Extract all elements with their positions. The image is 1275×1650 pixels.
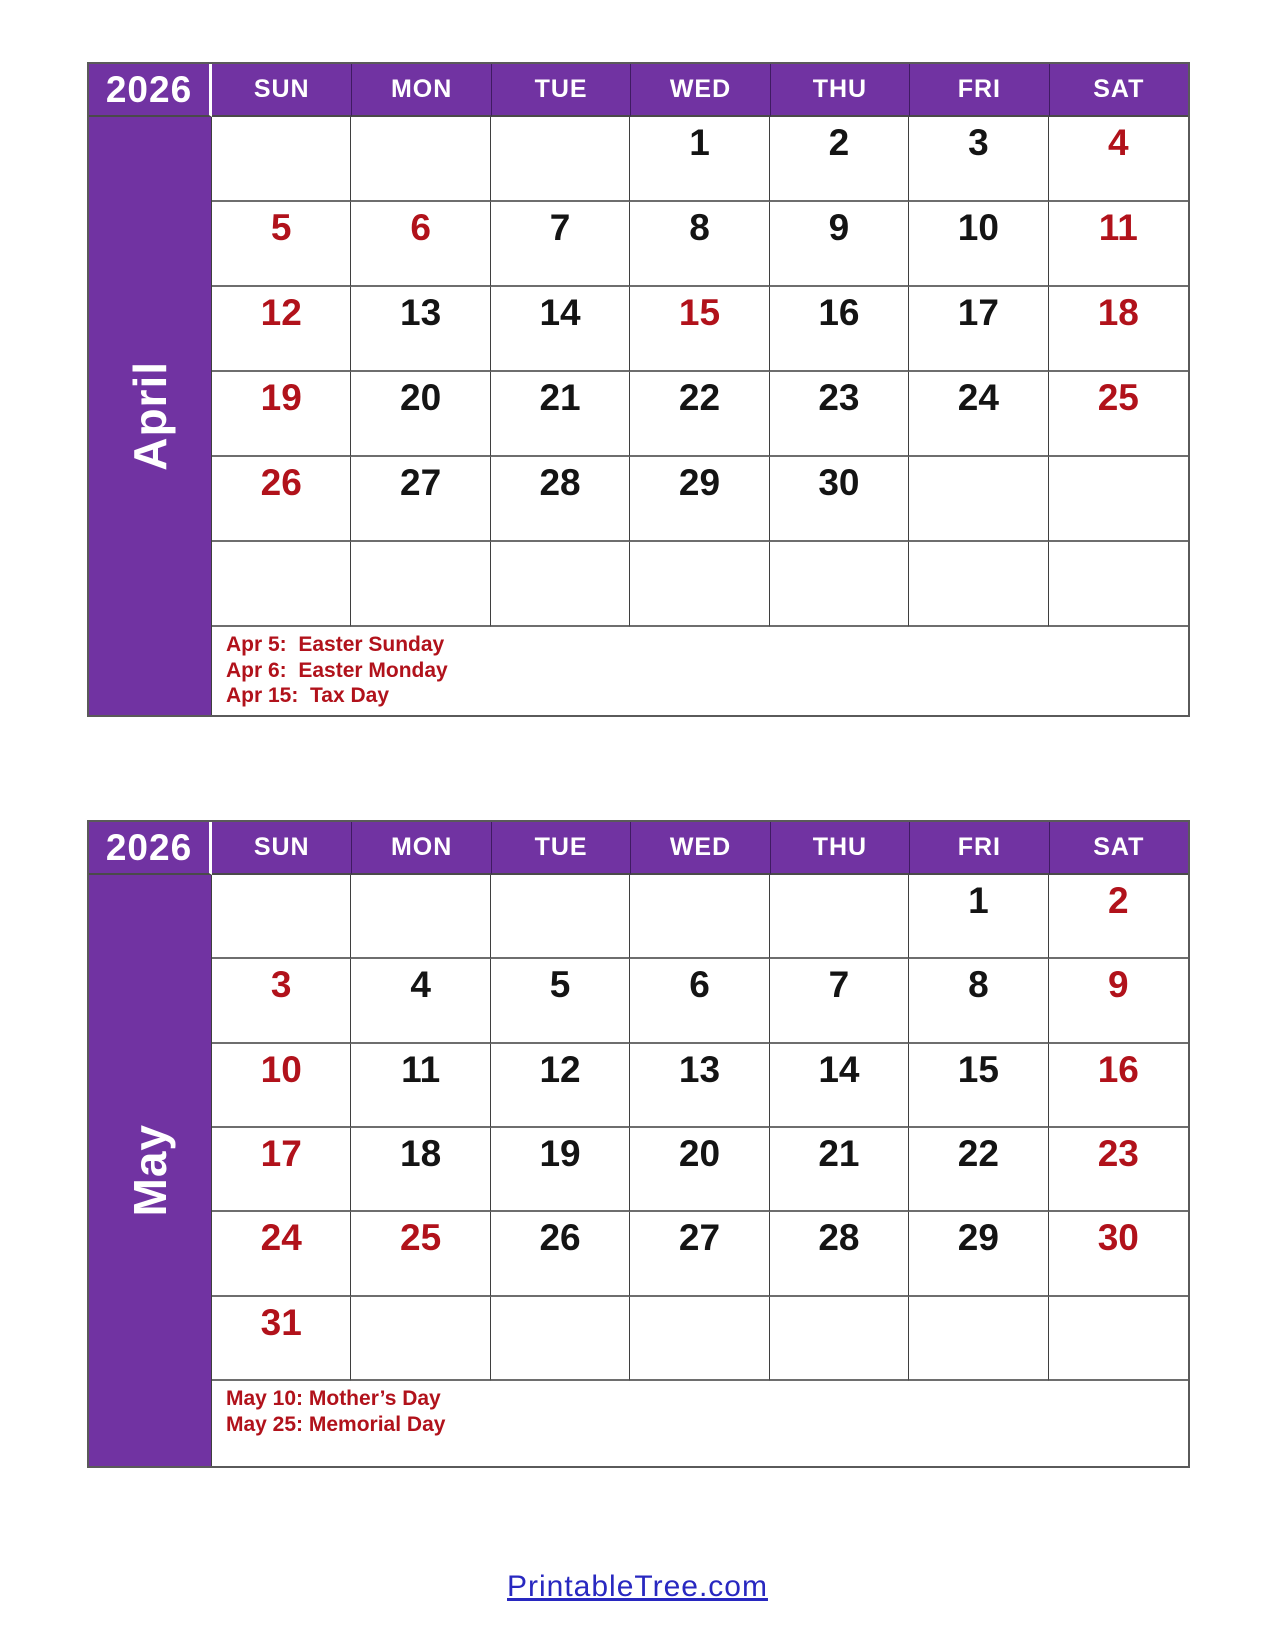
day-cell: 21: [491, 372, 630, 457]
april-calendar-table: [87, 62, 1190, 717]
day-cell: 3: [212, 959, 351, 1043]
day-cell-empty: [1049, 1297, 1188, 1381]
day-header-wed: WED: [630, 64, 769, 117]
day-cell: 18: [1049, 287, 1188, 372]
day-cell: 1: [630, 117, 769, 202]
day-cell: 11: [1049, 202, 1188, 287]
page-footer: [0, 1570, 1275, 1604]
day-cell: 16: [770, 287, 909, 372]
day-cell-empty: [212, 542, 351, 627]
day-header-mon: MON: [351, 822, 490, 875]
day-cell: 28: [491, 457, 630, 542]
day-cell: 27: [630, 1212, 769, 1296]
day-cell: 22: [909, 1128, 1048, 1212]
day-cell: 30: [1049, 1212, 1188, 1296]
holidays-note: [212, 627, 1188, 715]
day-cell: 10: [212, 1044, 351, 1128]
day-header-fri: FRI: [909, 64, 1048, 117]
day-cell: 5: [491, 959, 630, 1043]
may-calendar-table: [87, 820, 1190, 1468]
day-cell: 9: [1049, 959, 1188, 1043]
day-cell: 14: [491, 287, 630, 372]
day-cell: 20: [630, 1128, 769, 1212]
day-cell-empty: [630, 542, 769, 627]
day-header-tue: TUE: [491, 822, 630, 875]
day-cell: 10: [909, 202, 1048, 287]
day-cell: 16: [1049, 1044, 1188, 1128]
month-label: May: [124, 1124, 176, 1217]
holiday-line: Apr 5: Easter Sunday: [226, 633, 445, 656]
day-cell-empty: [212, 117, 351, 202]
day-header-tue: TUE: [491, 64, 630, 117]
day-header-wed: WED: [630, 822, 769, 875]
day-cell: 27: [351, 457, 490, 542]
day-cell: 6: [351, 202, 490, 287]
day-cell-empty: [770, 875, 909, 959]
day-cell: 19: [212, 372, 351, 457]
day-header-fri: FRI: [909, 822, 1048, 875]
day-cell-empty: [491, 542, 630, 627]
day-cell: 24: [212, 1212, 351, 1296]
day-cell: 21: [770, 1128, 909, 1212]
day-cell: 8: [909, 959, 1048, 1043]
day-cell: 15: [909, 1044, 1048, 1128]
day-cell-empty: [909, 1297, 1048, 1381]
day-cell-empty: [1049, 542, 1188, 627]
day-cell: 26: [212, 457, 351, 542]
day-cell: 5: [212, 202, 351, 287]
month-sidebar: [89, 875, 212, 1466]
day-cell: 13: [630, 1044, 769, 1128]
holidays-note: [212, 1381, 1188, 1466]
day-cell: 18: [351, 1128, 490, 1212]
day-cell: 30: [770, 457, 909, 542]
day-cell: 23: [770, 372, 909, 457]
day-cell: 13: [351, 287, 490, 372]
day-cell-empty: [491, 117, 630, 202]
year-label: 2026: [89, 64, 212, 117]
day-cell: 12: [491, 1044, 630, 1128]
day-cell: 8: [630, 202, 769, 287]
month-sidebar: [89, 117, 212, 715]
day-cell-empty: [630, 1297, 769, 1381]
day-cell-empty: [212, 875, 351, 959]
day-header-thu: THU: [770, 822, 909, 875]
day-cell-empty: [351, 542, 490, 627]
day-header-mon: MON: [351, 64, 490, 117]
day-cell: 3: [909, 117, 1048, 202]
holiday-line: May 10: Mother’s Day: [226, 1387, 441, 1410]
day-cell: 4: [351, 959, 490, 1043]
day-cell: 7: [491, 202, 630, 287]
footer-link[interactable]: PrintableTree.com: [507, 1570, 768, 1603]
day-cell-empty: [351, 117, 490, 202]
day-cell: 2: [1049, 875, 1188, 959]
day-cell: 1: [909, 875, 1048, 959]
day-cell: 9: [770, 202, 909, 287]
day-cell: 7: [770, 959, 909, 1043]
day-cell: 22: [630, 372, 769, 457]
day-header-sat: SAT: [1049, 64, 1188, 117]
day-cell-empty: [770, 1297, 909, 1381]
day-cell: 31: [212, 1297, 351, 1381]
day-cell: 25: [1049, 372, 1188, 457]
day-cell: 29: [909, 1212, 1048, 1296]
day-cell-empty: [491, 875, 630, 959]
day-cell-empty: [630, 875, 769, 959]
day-cell-empty: [351, 1297, 490, 1381]
day-cell-empty: [909, 542, 1048, 627]
day-cell: 28: [770, 1212, 909, 1296]
day-cell-empty: [770, 542, 909, 627]
day-cell: 2: [770, 117, 909, 202]
day-cell: 14: [770, 1044, 909, 1128]
day-header-sat: SAT: [1049, 822, 1188, 875]
day-cell: 24: [909, 372, 1048, 457]
day-cell: 25: [351, 1212, 490, 1296]
day-cell: 15: [630, 287, 769, 372]
day-cell: 12: [212, 287, 351, 372]
day-cell: 17: [909, 287, 1048, 372]
day-cell: 23: [1049, 1128, 1188, 1212]
day-cell: 20: [351, 372, 490, 457]
day-header-sun: SUN: [212, 822, 351, 875]
day-cell-empty: [1049, 457, 1188, 542]
day-cell: 26: [491, 1212, 630, 1296]
holiday-line: Apr 6: Easter Monday: [226, 658, 448, 682]
day-cell-empty: [351, 875, 490, 959]
month-label: April: [124, 361, 176, 471]
day-cell-empty: [909, 457, 1048, 542]
day-cell: 29: [630, 457, 769, 542]
day-header-sun: SUN: [212, 64, 351, 117]
holiday-line: May 25: Memorial Day: [226, 1412, 446, 1436]
day-cell-empty: [491, 1297, 630, 1381]
holiday-line: Apr 15: Tax Day: [226, 684, 390, 708]
day-cell: 17: [212, 1128, 351, 1212]
day-cell: 6: [630, 959, 769, 1043]
day-cell: 11: [351, 1044, 490, 1128]
year-label: 2026: [89, 822, 212, 875]
day-header-thu: THU: [770, 64, 909, 117]
day-cell: 19: [491, 1128, 630, 1212]
day-cell: 4: [1049, 117, 1188, 202]
